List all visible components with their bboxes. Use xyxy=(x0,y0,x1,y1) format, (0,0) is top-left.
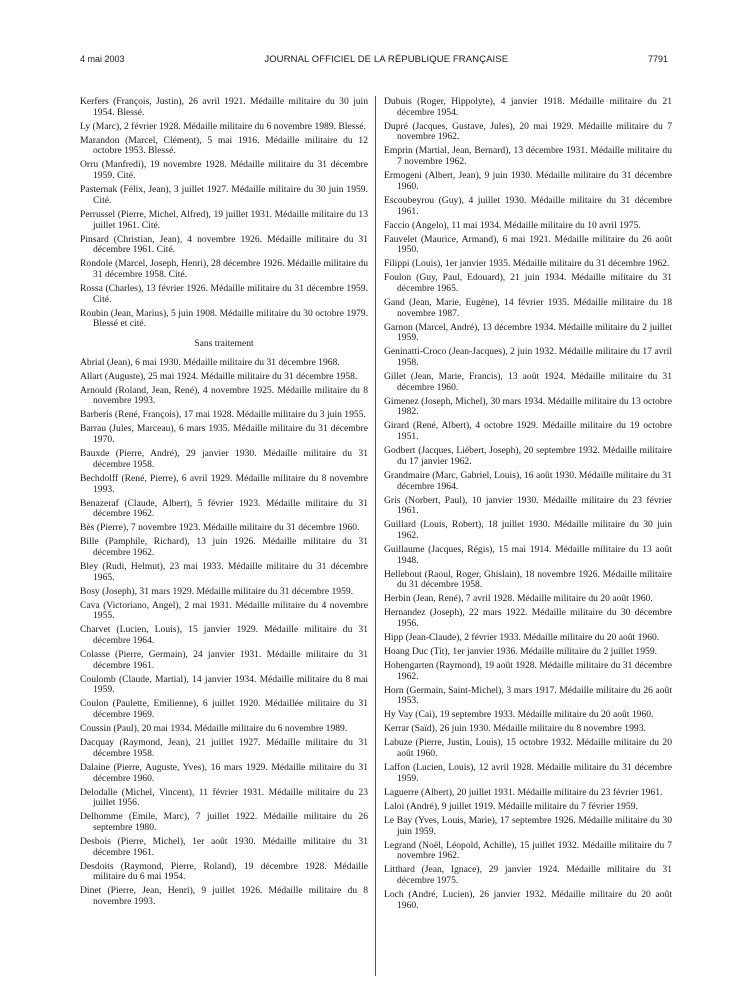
list-entry: Gris (Norbert, Paul), 10 janvier 1930. Médaille militaire du 23 février 1961. xyxy=(384,494,672,517)
list-entry: Loch (André, Lucien), 26 janvier 1932. Médaille militaire du 20 août 1960. xyxy=(384,888,672,911)
list-entry: Litthard (Jean, Ignace), 29 janvier 1924. Médaille militaire du 31 décembre 1975. xyxy=(384,864,672,886)
list-entry: Foulon (Guy, Paul, Edouard), 21 juin 1934. Médaille militaire du 31 décembre 1965. xyxy=(384,272,672,294)
list-entry: Hohengarten (Raymond), 19 août 1928. Médaille militaire du 31 décembre 1962. xyxy=(384,660,672,682)
list-entry: Emprin (Martial, Jean, Bernard), 13 décembre 1931. Médaille militaire du 7 novembre 1962. xyxy=(384,145,672,168)
right-column xyxy=(384,97,672,915)
list-entry: Rossa (Charles), 13 février 1926. Médaille militaire du 31 décembre 1959. Cité. xyxy=(80,282,368,305)
list-entry: Dacquay (Raymond, Jean), 21 juillet 1927. Médaille militaire du 31 décembre 1958. xyxy=(80,737,368,759)
list-entry: Allart (Auguste), 25 mai 1924. Médaille militaire du 31 décembre 1958. xyxy=(80,370,358,382)
list-entry: Hellebout (Raoul, Roger, Ghislain), 18 novembre 1926. Médaille militaire du 31 décembre 1958. xyxy=(384,568,672,591)
list-entry: Kerrar (Saïd), 26 juin 1930. Médaille militaire du 8 novembre 1993. xyxy=(384,723,646,735)
list-entry: Colasse (Pierre, Germain), 24 janvier 1931. Médaille militaire du 31 décembre 1961. xyxy=(80,649,368,671)
list-entry: Horn (Germain, Saint-Michel), 3 mars 1917. Médaille militaire du 26 août 1953. xyxy=(384,684,672,707)
list-entry: Gand (Jean, Marie, Eugène), 14 février 1935. Médaille militaire du 18 novembre 1987. xyxy=(384,296,672,319)
list-entry: Bosy (Joseph), 31 mars 1929. Médaille militaire du 31 décembre 1959. xyxy=(80,585,354,597)
list-entry: Bley (Rudi, Helmut), 23 mai 1933. Médaille militaire du 31 décembre 1965. xyxy=(80,560,368,583)
list-entry: Guillaume (Jacques, Régis), 15 mai 1914. Médaille militaire du 13 août 1948. xyxy=(384,543,672,566)
list-entry: Pinsard (Christian, Jean), 4 novembre 1926. Médaille militaire du 31 décembre 1961. Cité. xyxy=(80,233,368,256)
list-entry: Ermogeni (Albert, Jean), 9 juin 1930. Médaille militaire du 31 décembre 1960. xyxy=(384,170,672,192)
list-entry: Girard (René, Albert), 4 octobre 1929. Médaille militaire du 19 octobre 1951. xyxy=(384,420,672,443)
list-entry: Desbois (Pierre, Michel), 1er août 1930. Médaille militaire du 31 décembre 1961. xyxy=(80,835,368,858)
list-entry: Hoang Duc (Tit), 1er janvier 1936. Médaille militaire du 2 juillet 1959. xyxy=(384,646,658,658)
list-entry: Bechdolff (René, Pierre), 6 avril 1929. Médaille militaire du 8 novembre 1993. xyxy=(80,472,368,495)
page-header xyxy=(80,52,668,66)
list-entry: Garnon (Marcel, André), 13 décembre 1934. Médaille militaire du 2 juillet 1959. xyxy=(384,321,672,344)
column-divider xyxy=(375,96,376,976)
list-entry: Ly (Marc), 2 février 1928. Médaille militaire du 6 novembre 1989. Blessé. xyxy=(80,120,366,132)
list-entry: Legrand (Noël, Léopold, Achille), 15 juillet 1932. Médaille militaire du 7 novembre 1962. xyxy=(384,839,672,862)
list-entry: Desdoits (Raymond, Pierre, Roland), 19 décembre 1928. Médaille militaire du 6 mai 1954. xyxy=(80,860,368,883)
list-entry: Coulon (Paulette, Emilienne), 6 juillet 1920. Médaillée militaire du 31 décembre 1969. xyxy=(80,698,368,721)
list-entry: Benazeraf (Claude, Albert), 5 février 1923. Médaille militaire du 31 décembre 1962. xyxy=(80,497,368,520)
list-entry: Charvet (Lucien, Louis), 15 janvier 1929. Médaille militaire du 31 décembre 1964. xyxy=(80,624,368,647)
list-entry: Roubin (Jean, Marius), 5 juin 1908. Médaille militaire du 30 octobre 1979. Blessé et cité. xyxy=(80,307,368,330)
list-entry: Fauvelet (Maurice, Armand), 6 mai 1921. Médaille militaire du 26 août 1950. xyxy=(384,233,672,256)
journal-title: JOURNAL OFFICIEL DE LA RÉPUBLIQUE FRANÇAISE xyxy=(264,53,509,65)
list-entry: Hipp (Jean-Claude), 2 février 1933. Médaille militaire du 20 août 1960. xyxy=(384,632,660,644)
list-entry: Laloi (André), 9 juillet 1919. Médaille militaire du 7 février 1959. xyxy=(384,800,638,812)
list-entry: Bès (Pierre), 7 novembre 1923. Médaille militaire du 31 décembre 1960. xyxy=(80,522,360,534)
list-entry: Escoubeyrou (Guy), 4 juillet 1930. Médaille militaire du 31 décembre 1961. xyxy=(384,194,672,217)
list-entry: Gillet (Jean, Marie, Francis), 13 août 1924. Médaille militaire du 31 décembre 1960. xyxy=(384,371,672,393)
list-entry: Coulomb (Claude, Martial), 14 janvier 1934. Médaille militaire du 8 mai 1959. xyxy=(80,673,368,696)
list-entry: Delodalle (Michel, Vincent), 11 février 1931. Médaille militaire du 23 juillet 1956. xyxy=(80,786,368,809)
issue-date: 4 mai 2003 xyxy=(80,54,125,64)
list-entry: Dupré (Jacques, Gustave, Jules), 20 mai 1929. Médaille militaire du 7 novembre 1962. xyxy=(384,120,672,143)
list-entry: Rondole (Marcel, Joseph, Henri), 28 décembre 1926. Médaille militaire du 31 décembre 1958. Cité. xyxy=(80,258,368,280)
list-entry: Marandon (Marcel, Clément), 5 mai 1916. Médaille militaire du 12 octobre 1953. Blessé. xyxy=(80,134,368,157)
list-entry: Barrau (Jules, Marceau), 6 mars 1935. Médaille militaire du 31 décembre 1970. xyxy=(80,423,368,446)
list-entry: Coussin (Paul), 20 mai 1934. Médaille militaire du 6 novembre 1989. xyxy=(80,723,348,735)
list-entry: Dinet (Pierre, Jean, Henri), 9 juillet 1926. Médaille militaire du 8 novembre 1993. xyxy=(80,885,368,908)
list-entry: Geninatti-Croco (Jean-Jacques), 2 juin 1932. Médaille militaire du 17 avril 1958. xyxy=(384,346,672,369)
list-entry: Hy Vay (Cai), 19 septembre 1933. Médaille militaire du 20 août 1960. xyxy=(384,709,654,721)
list-entry: Orru (Manfredi), 19 novembre 1928. Médaille militaire du 31 décembre 1959. Cité. xyxy=(80,159,368,182)
list-entry: Herbin (Jean, René), 7 avril 1928. Médaille militaire du 20 août 1960. xyxy=(384,593,653,605)
list-entry: Filippi (Louis), 1er janvier 1935. Médaille militaire du 31 décembre 1962. xyxy=(384,258,670,270)
section-title: Sans traitement xyxy=(194,338,254,350)
left-column xyxy=(80,97,368,911)
list-entry: Laguerre (Albert), 20 juillet 1931. Médaille militaire du 23 février 1961. xyxy=(384,786,663,798)
list-entry: Laffon (Lucien, Louis), 12 avril 1928. Médaille militaire du 31 décembre 1959. xyxy=(384,762,672,784)
list-entry: Cava (Victoriano, Angel), 2 mai 1931. Médaille militaire du 4 novembre 1955. xyxy=(80,599,368,622)
list-entry: Arnould (Roland, Jean, René), 4 novembre 1925. Médaille militaire du 8 novembre 1993. xyxy=(80,384,368,407)
right-entries xyxy=(384,97,672,911)
list-entry: Labuze (Pierre, Justin, Louis), 15 octobre 1932. Médaille militaire du 20 août 1960. xyxy=(384,737,672,760)
list-entry: Faccio (Angelo), 11 mai 1934. Médaille militaire du 10 avril 1975. xyxy=(384,219,641,231)
list-entry: Delhomme (Emile, Marc), 7 juillet 1922. Médaille militaire du 26 septembre 1980. xyxy=(80,811,368,833)
list-entry: Grandmaire (Marc, Gabriel, Louis), 16 août 1930. Médaille militaire du 31 décembre 1964. xyxy=(384,469,672,492)
list-entry: Guillard (Louis, Robert), 18 juillet 1930. Médaille militaire du 30 juin 1962. xyxy=(384,519,672,541)
list-entry: Pasternak (Félix, Jean), 3 juillet 1927. Médaille militaire du 30 juin 1959. Cité. xyxy=(80,184,368,206)
list-entry: Le Bay (Yves, Louis, Marie), 17 septembre 1926. Médaille militaire du 30 juin 1959. xyxy=(384,814,672,837)
list-entry: Barberis (René, François), 17 mai 1928. Médaille militaire du 3 juin 1955. xyxy=(80,409,366,421)
list-entry: Bille (Pamphile, Richard), 13 juin 1926. Médaille militaire du 31 décembre 1962. xyxy=(80,536,368,558)
list-entry: Gimenez (Joseph, Michel), 30 mars 1934. Médaille militaire du 13 octobre 1982. xyxy=(384,395,672,418)
list-entry: Bauxde (Pierre, André), 29 janvier 1930. Médaille militaire du 31 décembre 1958. xyxy=(80,448,368,470)
list-entry: Godbert (Jacques, Liébert, Joseph), 20 septembre 1932. Médaille militaire du 17 janvier 1962. xyxy=(384,445,672,467)
list-entry: Dalaine (Pierre, Auguste, Yves), 16 mars 1929. Médaille militaire du 31 décembre 1960. xyxy=(80,761,368,784)
list-entry: Perrussel (Pierre, Michel, Alfred), 19 juillet 1931. Médaille militaire du 13 juillet 1961. Cité. xyxy=(80,208,368,231)
entries-without-treatment xyxy=(80,358,368,908)
entries-with-treatment xyxy=(80,97,368,330)
list-entry: Dubuis (Roger, Hippolyte), 4 janvier 1918. Médaille militaire du 21 décembre 1954. xyxy=(384,96,672,118)
list-entry: Hernandez (Joseph), 22 mars 1922. Médaille militaire du 30 décembre 1956. xyxy=(384,607,672,630)
list-entry: Abrial (Jean), 6 mai 1930. Médaille militaire du 31 décembre 1968. xyxy=(80,356,340,368)
page-number: 7791 xyxy=(647,54,668,64)
list-entry: Kerfers (François, Justin), 26 avril 1921. Médaille militaire du 30 juin 1954. Blessé. xyxy=(80,96,368,118)
